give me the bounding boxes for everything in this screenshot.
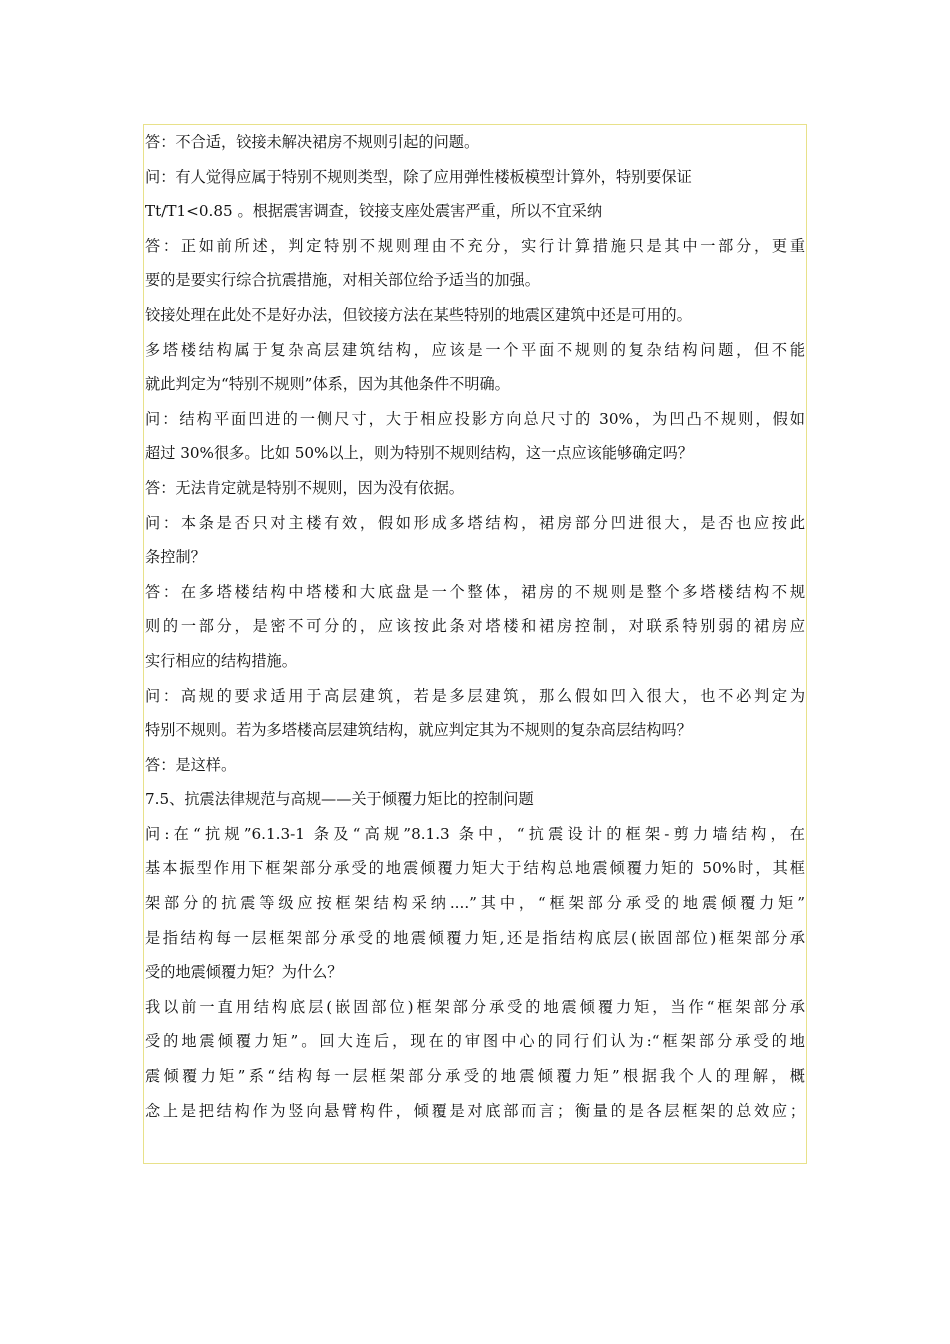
text-line: 问：有人觉得应属于特别不规则类型，除了应用弹性楼板模型计算外，特别要保证 xyxy=(145,167,692,186)
text-frame xyxy=(143,124,807,1164)
text-line: Tt/T1<0.85 。根据震害调查，铰接支座处震害严重，所以不宜采纳 xyxy=(145,202,603,221)
text-line: 受的地震倾覆力矩”。回大连后，现在的审图中心的同行们认为:“框架部分承受的地 xyxy=(145,1032,805,1051)
text-line: 念上是把结构作为竖向悬臂构件，倾覆是对底部而言；衡量的是各层框架的总效应； xyxy=(145,1101,805,1120)
text-line: 问：高规的要求适用于高层建筑，若是多层建筑，那么假如凹入很大，也不必判定为 xyxy=(145,686,805,705)
text-line: 是指结构每一层框架部分承受的地震倾覆力矩,还是指结构底层(嵌固部位)框架部分承 xyxy=(145,928,805,947)
text-lines xyxy=(144,125,806,1128)
text-line: 基本振型作用下框架部分承受的地震倾覆力矩大于结构总地震倾覆力矩的 50%时，其框 xyxy=(145,859,805,878)
text-line: 要的是要实行综合抗震措施，对相关部位给予适当的加强。 xyxy=(145,271,540,290)
text-line: 则的一部分，是密不可分的，应该按此条对塔楼和裙房控制，对联系特别弱的裙房应 xyxy=(145,617,805,636)
text-line: 问：结构平面凹进的一侧尺寸，大于相应投影方向总尺寸的 30%，为凹凸不规则，假如 xyxy=(145,409,805,428)
text-line: 我以前一直用结构底层(嵌固部位)框架部分承受的地震倾覆力矩，当作“框架部分承 xyxy=(145,997,805,1016)
text-line: 受的地震倾覆力矩？为什么？ xyxy=(145,963,343,982)
text-line: 震倾覆力矩”系“结构每一层框架部分承受的地震倾覆力矩”根据我个人的理解，概 xyxy=(145,1067,805,1086)
text-line: 7.5、抗震法律规范与高规——关于倾覆力矩比的控制问题 xyxy=(145,790,534,809)
text-line: 架部分的抗震等级应按框架结构采纳....”其中，“框架部分承受的地震倾覆力矩” xyxy=(145,894,805,913)
text-line: 超过 30%很多。比如 50%以上，则为特别不规则结构，这一点应该能够确定吗？ xyxy=(145,444,693,463)
text-line: 答：正如前所述，判定特别不规则理由不充分，实行计算措施只是其中一部分，更重 xyxy=(145,236,805,255)
text-line: 答：不合适，铰接未解决裙房不规则引起的问题。 xyxy=(145,133,480,151)
text-line: 特别不规则。若为多塔楼高层建筑结构，就应判定其为不规则的复杂高层结构吗？ xyxy=(145,721,692,740)
text-line: 答：无法肯定就是特别不规则，因为没有依据。 xyxy=(145,478,464,497)
text-line: 答：在多塔楼结构中塔楼和大底盘是一个整体，裙房的不规则是整个多塔楼结构不规 xyxy=(145,582,805,601)
text-line: 铰接处理在此处不是好办法，但铰接方法在某些特别的地震区建筑中还是可用的。 xyxy=(145,305,692,324)
text-line: 多塔楼结构属于复杂高层建筑结构，应该是一个平面不规则的复杂结构问题，但不能 xyxy=(145,340,805,359)
text-line: 实行相应的结构措施。 xyxy=(145,651,297,670)
text-line: 就此判定为“特别不规则”体系，因为其他条件不明确。 xyxy=(145,375,510,394)
text-line: 条控制？ xyxy=(145,548,206,567)
text-line: 答：是这样。 xyxy=(145,755,237,774)
text-line: 问:在“抗规”6.1.3-1 条及“高规”8.1.3 条中，“抗震设计的框架-剪力墙结构，在 xyxy=(145,824,805,843)
text-line: 问：本条是否只对主楼有效，假如形成多塔结构，裙房部分凹进很大，是否也应按此 xyxy=(145,513,805,532)
